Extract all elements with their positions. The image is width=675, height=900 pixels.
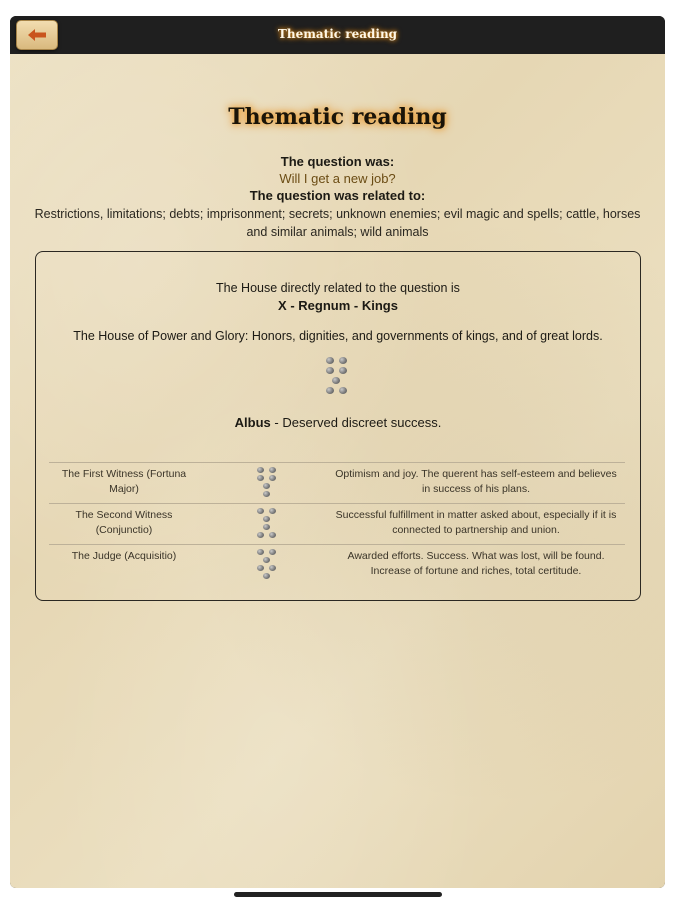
acquisitio-figure bbox=[255, 549, 281, 583]
conjunctio-figure bbox=[255, 508, 281, 542]
figure-meaning-text: - Deserved discreet success. bbox=[270, 415, 442, 430]
fortuna-major-figure bbox=[255, 467, 281, 501]
house-description: The House of Power and Glory: Honors, dignities, and governments of kings, and of great lords. bbox=[73, 329, 603, 343]
table-row bbox=[49, 503, 625, 544]
table-row bbox=[49, 544, 625, 585]
reading-page bbox=[10, 54, 665, 888]
row-role: The Judge (Acquisitio) bbox=[71, 550, 177, 562]
row-role: The First Witness (Fortuna Major) bbox=[61, 468, 187, 495]
nav-title: Thematic reading bbox=[277, 27, 398, 41]
page-title: Thematic reading bbox=[228, 104, 447, 130]
figure-name: Albus bbox=[234, 415, 271, 430]
home-indicator[interactable] bbox=[234, 892, 442, 897]
row-meaning: Awarded efforts. Success. What was lost, will be found. Increase of fortune and riches, total certitude. bbox=[347, 550, 605, 577]
figure-meaning bbox=[36, 415, 640, 430]
app-window bbox=[10, 16, 665, 888]
row-meaning: Successful fulfillment in matter asked about, especially if it is connected to partnership and union. bbox=[335, 509, 617, 536]
albus-figure bbox=[324, 357, 350, 397]
related-text: Restrictions, limitations; debts; imprisonment; secrets; unknown enemies; evil magic and spells; cattle, horses and similar animals; wild animals bbox=[34, 207, 641, 239]
table-row bbox=[49, 462, 625, 503]
house-name: X - Regnum - Kings bbox=[278, 298, 398, 313]
house-panel bbox=[35, 251, 641, 601]
house-intro: The House directly related to the question is bbox=[216, 281, 460, 295]
related-label: The question was related to: bbox=[249, 188, 426, 203]
question-label: The question was: bbox=[280, 154, 395, 169]
witness-table bbox=[49, 462, 625, 585]
row-role: The Second Witness (Conjunctio) bbox=[75, 509, 173, 536]
navigation-bar bbox=[10, 16, 665, 54]
question-text: Will I get a new job? bbox=[279, 171, 396, 186]
row-meaning: Optimism and joy. The querent has self-esteem and believes in success of his plans. bbox=[335, 468, 617, 495]
